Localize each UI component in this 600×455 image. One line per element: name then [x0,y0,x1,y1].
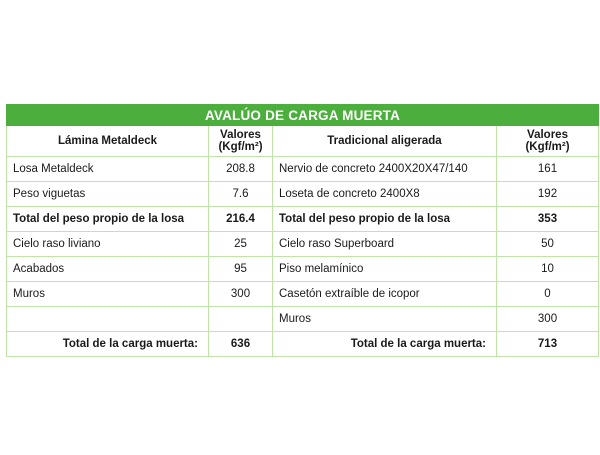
row-right-value: 50 [497,232,599,257]
row-left-value: 7.6 [209,182,273,207]
row-left-label: Total del peso propio de la losa [7,207,209,232]
row-right-label: Total del peso propio de la losa [273,207,497,232]
row-right-value: 161 [497,157,599,182]
table-row [7,232,599,257]
row-right-label: Piso melamínico [273,257,497,282]
total-right-value: 713 [497,332,599,357]
dead-load-table-container [6,104,598,357]
row-left-value: 300 [209,282,273,307]
row-left-value: 25 [209,232,273,257]
row-right-label: Muros [273,307,497,332]
total-left-value: 636 [209,332,273,357]
row-left-label [7,307,209,332]
row-left-value [209,307,273,332]
table-row [7,257,599,282]
row-right-value: 300 [497,307,599,332]
totals-row [7,332,599,357]
row-right-label: Nervio de concreto 2400X20X47/140 [273,157,497,182]
table-row [7,207,599,232]
table-row [7,307,599,332]
header-left-value [209,126,273,157]
table-row [7,157,599,182]
table-title-row [7,105,599,126]
total-left-label: Total de la carga muerta: [7,332,209,357]
row-left-label: Peso viguetas [7,182,209,207]
header-right-label: Tradicional aligerada [273,126,497,157]
table-title: AVALÚO DE CARGA MUERTA [7,105,599,126]
row-right-label: Casetón extraíble de icopor [273,282,497,307]
table-row [7,182,599,207]
table-header-row [7,126,599,157]
row-left-label: Cielo raso liviano [7,232,209,257]
header-left-label: Lámina Metaldeck [7,126,209,157]
row-right-value: 0 [497,282,599,307]
row-right-value: 10 [497,257,599,282]
table-body [7,157,599,332]
total-right-label: Total de la carga muerta: [273,332,497,357]
row-right-label: Loseta de concreto 2400X8 [273,182,497,207]
header-right-value [497,126,599,157]
row-left-label: Muros [7,282,209,307]
row-right-label: Cielo raso Superboard [273,232,497,257]
header-right-value-line1: Valores [527,129,568,141]
row-right-value: 192 [497,182,599,207]
header-right-value-line2: (Kgf/m²) [525,141,570,153]
row-left-value: 95 [209,257,273,282]
row-left-value: 216.4 [209,207,273,232]
row-left-value: 208.8 [209,157,273,182]
row-left-label: Losa Metaldeck [7,157,209,182]
row-right-value: 353 [497,207,599,232]
header-left-value-line2: (Kgf/m²) [218,141,263,153]
table-row [7,282,599,307]
dead-load-table [6,104,599,357]
header-left-value-line1: Valores [220,129,261,141]
row-left-label: Acabados [7,257,209,282]
